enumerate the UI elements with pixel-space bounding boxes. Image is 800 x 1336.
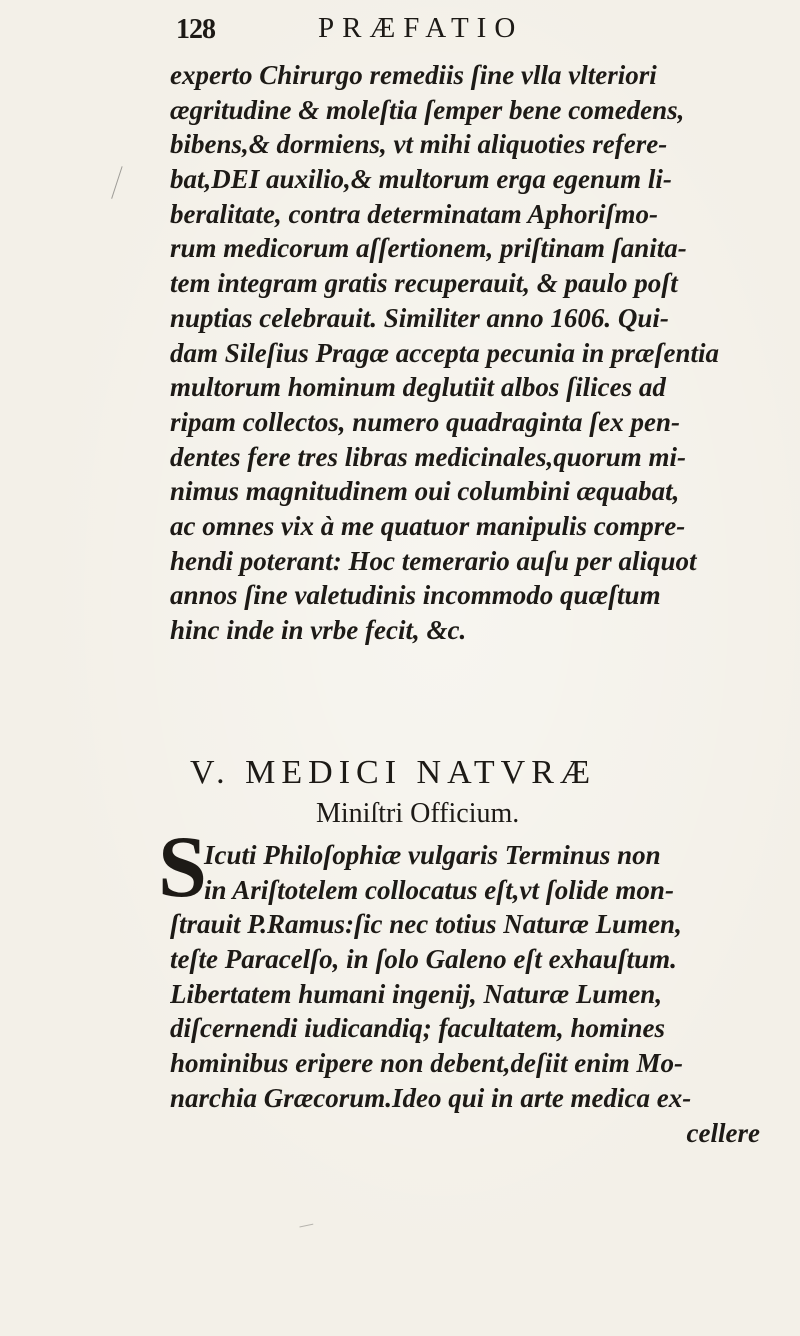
text-line: bibens,& dormiens, vt mihi aliquoties refere- (170, 129, 668, 160)
drop-cap: S (158, 819, 207, 916)
page-blemish (299, 1224, 314, 1234)
text-line: Libertatem humani ingenij, Naturæ Lumen, (170, 978, 663, 1009)
page-number: 128 (176, 14, 215, 45)
text-line: ſtrauit P.Ramus:ſic nec totius Naturæ Lumen, (170, 909, 682, 940)
text-line: ac omnes vix à me quatuor manipulis compre- (170, 510, 686, 541)
catchword: cellere (686, 1117, 760, 1148)
text-line: diſcernendi iudicandiq; facultatem, homines (170, 1013, 666, 1044)
text-line: narchia Græcorum.Ideo qui in arte medica ex- (170, 1082, 692, 1113)
text-line: dentes fere tres libras medicinales,quorum mi- (170, 441, 686, 472)
section-subtitle: Miniſtri Officium. (316, 798, 520, 829)
text-line: ripam collectos, numero quadraginta ſex pen- (170, 406, 681, 437)
running-head: PRÆFATIO (318, 12, 524, 44)
text-line: Icuti Philoſophiæ vulgaris Terminus non (204, 840, 661, 870)
paragraph-2 (170, 838, 768, 1150)
text-line: hominibus eripere non debent,deſiit enim Mo- (170, 1048, 684, 1079)
margin-mark (111, 166, 138, 204)
text-line: hinc inde in vrbe fecit, &c. (170, 615, 467, 645)
text-line: rum medicorum aſſertionem, priſtinam ſanita- (170, 233, 687, 264)
text-line: tem integram gratis recuperauit, & paulo poſt (170, 268, 678, 299)
text-line: dam Sileſius Pragæ accepta pecunia in præſentia (170, 337, 719, 368)
text-line: hendi poterant: Hoc temerario auſu per aliquot (170, 545, 697, 576)
text-line: experto Chirurgo remediis ſine vlla vlteriori (170, 60, 657, 90)
page-header (0, 8, 800, 56)
text-line: in Ariſtotelem collocatus eſt,vt ſolide mon- (204, 874, 674, 905)
text-line: beralitate, contra determinatam Aphoriſmo- (170, 198, 659, 229)
text-line: nuptias celebrauit. Similiter anno 1606. Qui- (170, 302, 669, 333)
paragraph-1 (170, 58, 768, 648)
text-line: multorum hominum deglutiit albos ſilices ad (170, 372, 666, 403)
text-line: teſte Paracelſo, in ſolo Galeno eſt exhauſtum. (170, 944, 677, 975)
section-title: V. MEDICI NATVRÆ (190, 754, 597, 791)
text-line: annos ſine valetudinis incommodo quæſtum (170, 580, 661, 611)
text-line: bat,DEI auxilio,& multorum erga egenum li- (170, 164, 672, 195)
text-line: ægritudine & moleſtia ſemper bene comedens, (170, 94, 685, 125)
text-line: nimus magnitudinem oui columbini æquabat, (170, 476, 680, 507)
